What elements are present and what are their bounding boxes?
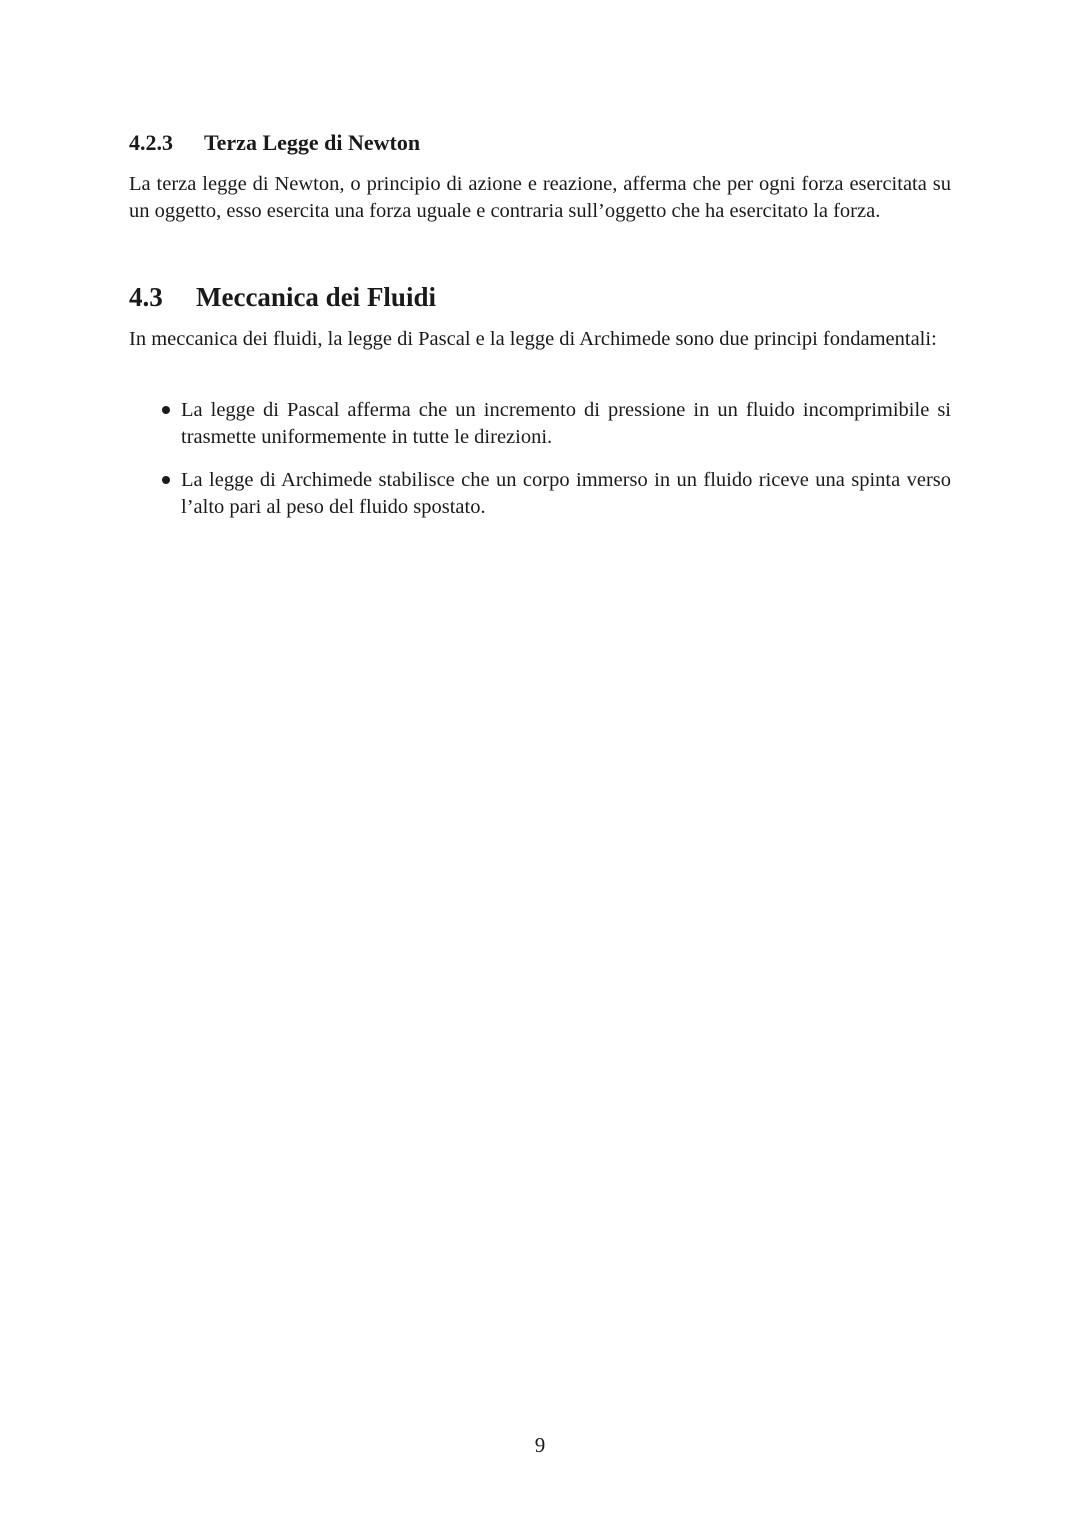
section-title: Meccanica dei Fluidi [196,282,436,312]
subsection-number: 4.2.3 [129,130,173,155]
subsection-heading [129,128,420,158]
bullet-icon [162,406,170,414]
list-item-text: La legge di Pascal afferma che un incremento di pressione in un fluido incomprimibile si trasmette uniformemente in tutte le direzioni. [181,399,951,448]
section-number: 4.3 [129,282,163,312]
list-item-text: La legge di Archimede stabilisce che un corpo immerso in un fluido riceve una spinta verso l’alto pari al peso del fluido spostato. [181,469,951,518]
bullet-icon [162,476,170,484]
paragraph-newton-third-law: La terza legge di Newton, o principio di azione e reazione, afferma che per ogni forza esercitata su un oggetto, esso esercita una forza uguale e contraria sull’oggetto che ha esercitato la forza. [129,173,951,222]
page-number: 9 [534,1433,546,1457]
section-heading [129,280,436,314]
paragraph-fluid-mechanics: In meccanica dei fluidi, la legge di Pascal e la legge di Archimede sono due principi fondamentali: [129,328,937,350]
subsection-title: Terza Legge di Newton [204,130,421,155]
